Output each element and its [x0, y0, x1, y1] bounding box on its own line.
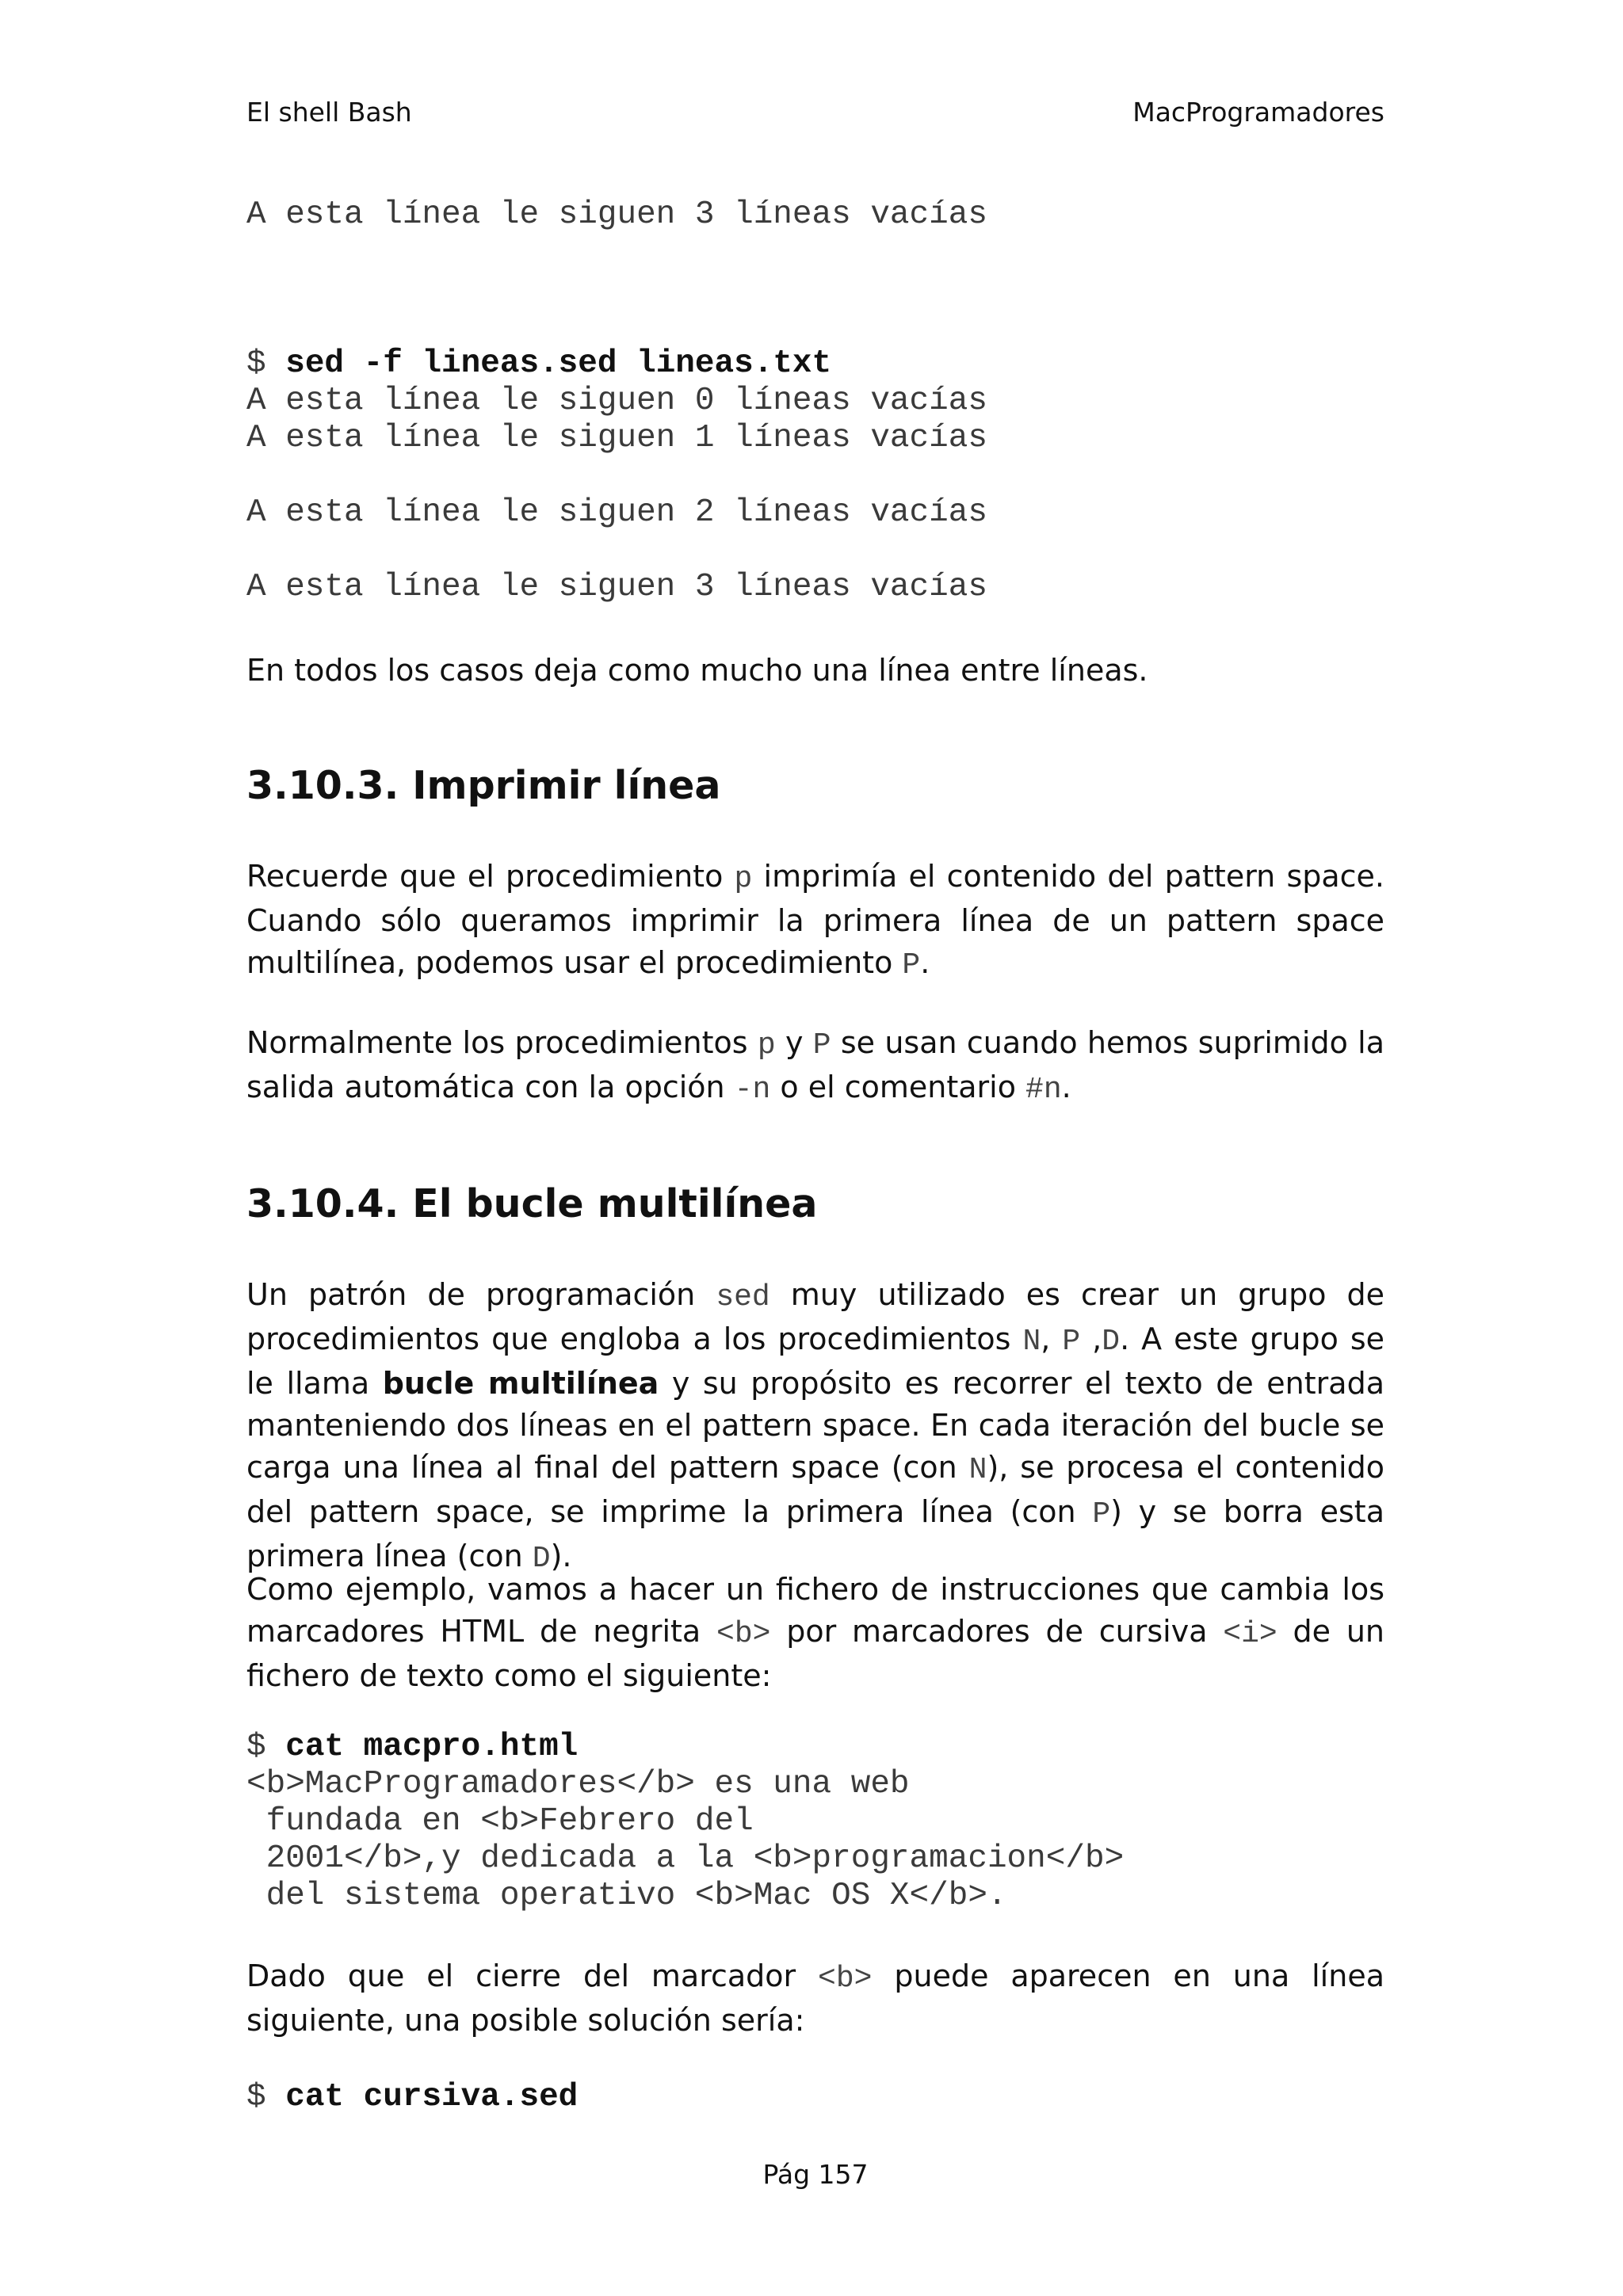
inline-code: p	[734, 862, 753, 896]
inline-code: P	[812, 1028, 831, 1062]
inline-code: P	[1062, 1325, 1081, 1359]
inline-code: <b>	[818, 1962, 873, 1996]
shell-prompt: $	[246, 345, 286, 382]
code-line: fundada en <b>Febrero del	[246, 1803, 754, 1840]
shell-prompt: $	[246, 2079, 286, 2115]
section-heading-3-10-4: 3.10.4. El bucle multilínea	[246, 1181, 818, 1226]
code-block-macpro	[246, 1729, 1124, 1915]
inline-code: <b>	[716, 1617, 771, 1651]
inline-code: P	[1092, 1497, 1111, 1531]
shell-prompt: $	[246, 1729, 286, 1765]
paragraph-bucle-2: Como ejemplo, vamos a hacer un fichero de instrucciones que cambia los marcadores HTML de negrita <b> por marcadores de cursiva <i> de un fichero de texto como el siguiente:	[246, 1572, 1384, 1693]
code-line: A esta línea le siguen 0 líneas vacías	[246, 383, 987, 419]
inline-code: p	[757, 1028, 776, 1062]
document-page	[246, 0, 1384, 2296]
paragraph-imprimir-2: Normalmente los procedimientos p y P se usan cuando hemos suprimido la salida automática con la opción -n o el comentario #n.	[246, 1025, 1384, 1107]
code-line: A esta línea le siguen 1 líneas vacías	[246, 420, 987, 456]
shell-command: cat macpro.html	[285, 1729, 579, 1765]
inline-code: P	[902, 948, 921, 982]
paragraph-summary: En todos los casos deja como mucho una línea entre líneas.	[246, 653, 1148, 688]
code-block-tail	[246, 196, 987, 234]
header-book-title: El shell Bash	[246, 97, 412, 128]
shell-command: cat cursiva.sed	[285, 2079, 579, 2115]
code-block-cursiva	[246, 2079, 578, 2116]
inline-code: D	[532, 1542, 551, 1576]
shell-command: sed -f lineas.sed lineas.txt	[285, 345, 832, 382]
code-line: A esta línea le siguen 2 líneas vacías	[246, 494, 987, 531]
code-line: A esta línea le siguen 3 líneas vacías	[246, 569, 987, 605]
code-line: del sistema operativo <b>Mac OS X</b>.	[246, 1878, 1007, 1914]
inline-code: sed	[716, 1280, 770, 1314]
code-line: <b>MacProgramadores</b> es una web	[246, 1766, 910, 1802]
inline-code: <i>	[1223, 1617, 1277, 1651]
inline-code: #n	[1025, 1073, 1062, 1107]
section-heading-3-10-3: 3.10.3. Imprimir línea	[246, 763, 721, 808]
code-block-sed-run	[246, 345, 987, 606]
paragraph-bucle-3: Dado que el cierre del marcador <b> puede aparecen en una línea siguiente, una posible solución sería:	[246, 1958, 1384, 2038]
header-site-name: MacProgramadores	[1132, 97, 1384, 128]
code-line: 2001</b>,y dedicada a la <b>programacion</b>	[246, 1840, 1125, 1877]
inline-code: D	[1102, 1325, 1121, 1359]
inline-code: N	[968, 1453, 987, 1487]
paragraph-imprimir-1: Recuerde que el procedimiento p imprimía el contenido del pattern space. Cuando sólo queramos imprimir la primera línea de un pattern space multilínea, podemos usar el procedimiento P.	[246, 859, 1384, 982]
bold-term: bucle multilínea	[382, 1366, 659, 1401]
paragraph-bucle-1: Un patrón de programación sed muy utilizado es crear un grupo de procedimientos que engloba a los procedimientos N, P ,D. A este grupo se le llama bucle multilínea y su propósito es recorrer el texto de entrada manteniendo dos líneas en el pattern space. En cada iteración del bucle se carga una línea al final del pattern space (con N), se procesa el contenido del pattern space, se imprime la primera línea (con P) y se borra esta primera línea (con D).	[246, 1277, 1384, 1576]
page-number: Pág 157	[762, 2159, 869, 2190]
inline-code: N	[1022, 1325, 1041, 1359]
inline-code: -n	[734, 1073, 771, 1107]
code-line: A esta línea le siguen 3 líneas vacías	[246, 196, 987, 233]
